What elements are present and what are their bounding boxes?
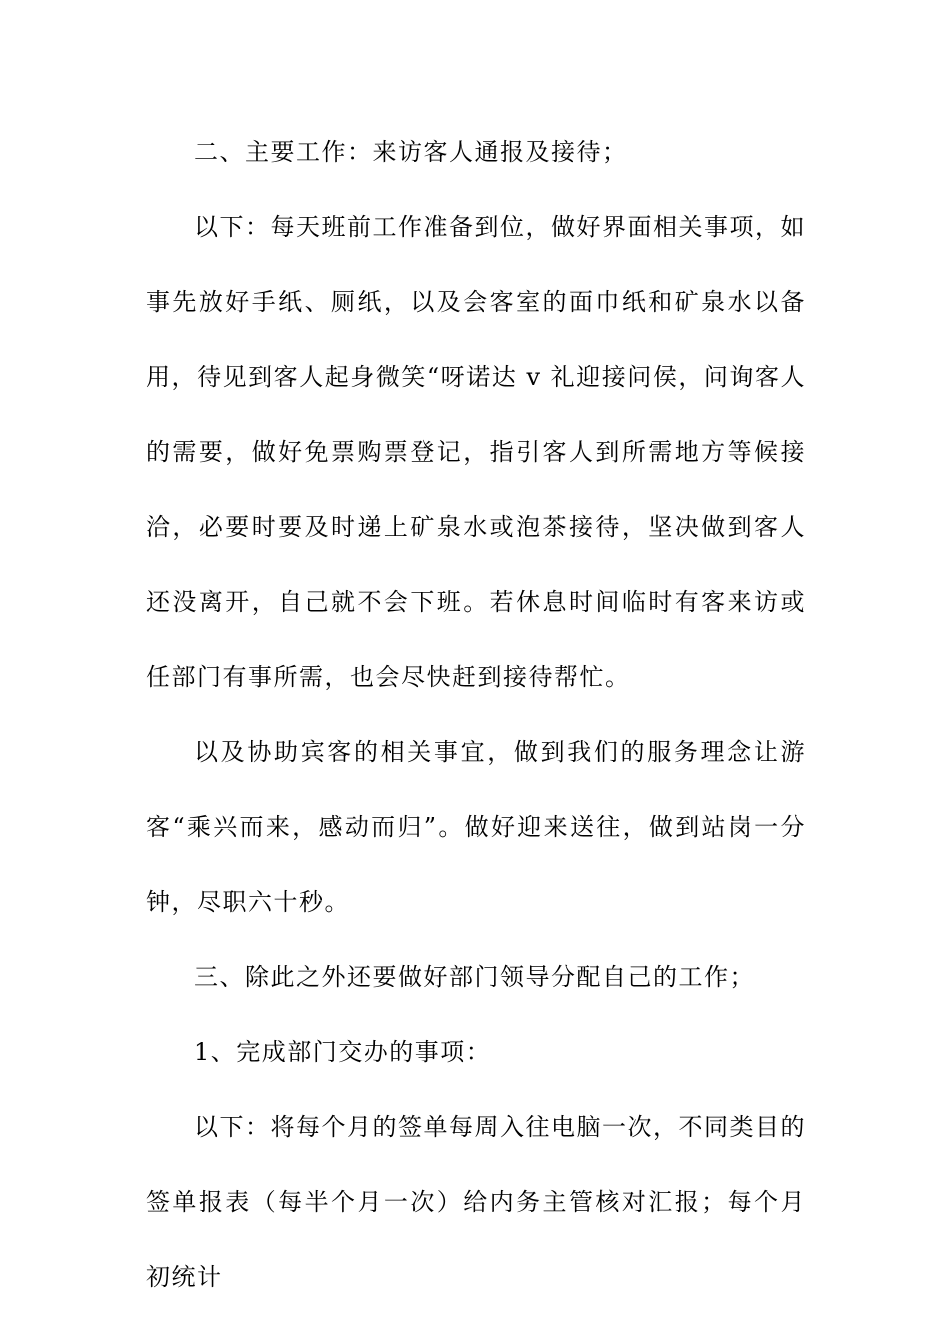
paragraph-assigned-matters: 1、完成部门交办的事项： bbox=[194, 1038, 492, 1066]
paragraph-reception-duties: 以下：每天班前工作准备到位，做好界面相关事项，如事先放好手纸、厕纸，以及会客室的面巾纸和矿泉水以备用，待见到客人起身微笑“呀诺达 v 礼迎接问侯，问询客人的需要，做好免票购票登记，指引客人到所需地方等候接洽，必要时要及时递上矿泉水或泡茶接待，坚决做到客人还没离开，自己就不会下班。若休息时间临时有客来访或任部门有事所需，也会尽快赶到接待帮忙。 bbox=[146, 213, 806, 691]
paragraph-main-work-heading: 二、主要工作：来访客人通报及接待； bbox=[194, 138, 628, 166]
paragraph-other-work-heading: 三、除此之外还要做好部门领导分配自己的工作； bbox=[194, 963, 755, 991]
document-page bbox=[146, 115, 806, 1315]
paragraph-service-concept: 以及协助宾客的相关事宜，做到我们的服务理念让游客“乘兴而来，感动而归”。做好迎来送往，做到站岗一分钟，尽职六十秒。 bbox=[146, 738, 806, 916]
paragraph-billing-report: 以下：将每个月的签单每周入往电脑一次，不同类目的签单报表（每半个月一次）给内务主管核对汇报；每个月初统计 bbox=[146, 1113, 806, 1291]
